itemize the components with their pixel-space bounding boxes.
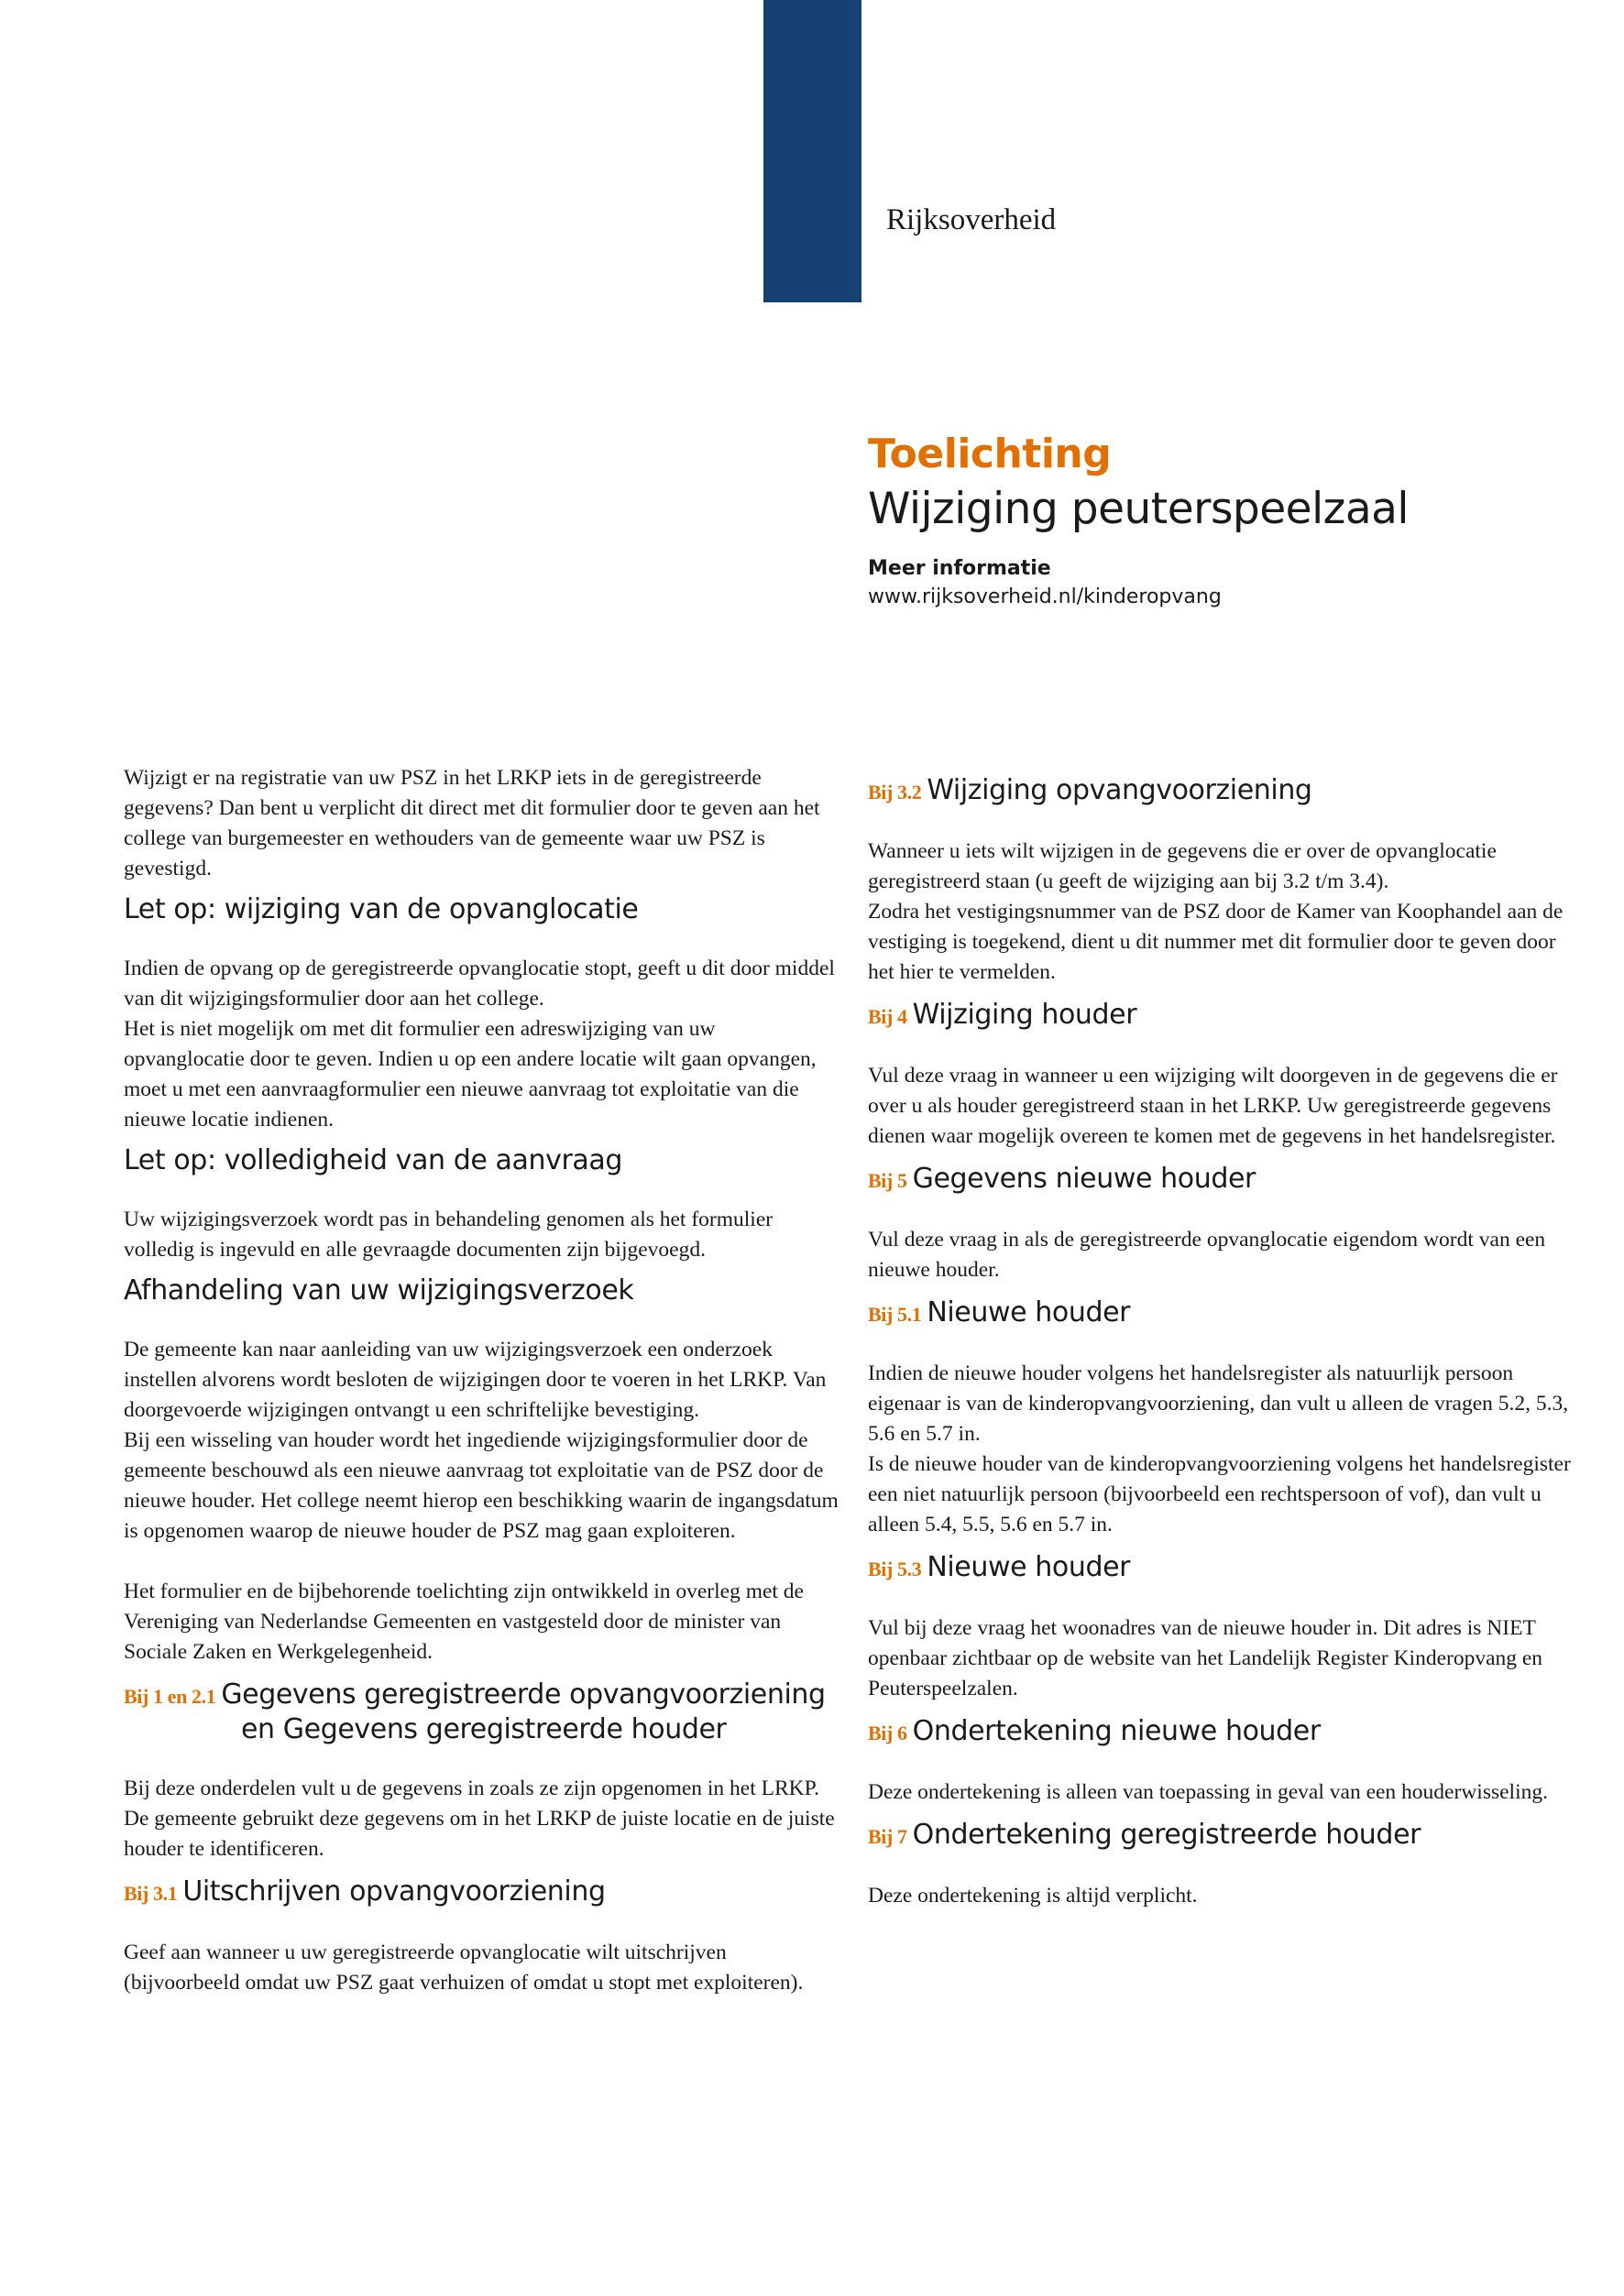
bij-4-title: Wijziging houder bbox=[912, 999, 1137, 1031]
heading-bij-6 bbox=[868, 1715, 1583, 1750]
bij-prefix: Bij 5.3 bbox=[868, 1558, 922, 1580]
bij-5-1-text-1: Indien de nieuwe houder volgens het handelsregister als natuurlijk persoon eigenaar is van de kinderopvangvoorziening, dan vult u alleen de vragen 5.2, 5.3, 5.6 en 5.7 in. bbox=[868, 1361, 1569, 1446]
left-column bbox=[124, 763, 839, 1998]
bij-prefix: Bij 3.1 bbox=[124, 1882, 178, 1905]
page-subtitle: Wijziging peuterspeelzaal bbox=[868, 484, 1409, 534]
bij-5-3-title: Nieuwe houder bbox=[927, 1551, 1131, 1583]
bij-7-text: Deze ondertekening is altijd verplicht. bbox=[868, 1884, 1198, 1908]
bij-prefix: Bij 6 bbox=[868, 1722, 907, 1744]
logo-bar bbox=[763, 0, 861, 302]
letop-locatie-text-1: Indien de opvang op de geregistreerde opvanglocatie stopt, geeft u dit door middel van dit wijzigingsformulier door aan het college. bbox=[124, 957, 835, 1011]
bij-5-1-text-2: Is de nieuwe houder van de kinderopvangvoorziening volgens het handelsregister een niet natuurlijk persoon (bijvoorbeeld een rechtspersoon of vof), dan vult u alleen 5.4, 5.5, 5.6 en 5.7 in. bbox=[868, 1452, 1571, 1536]
bij-3-1-text: Geef aan wanneer u uw geregistreerde opvanglocatie wilt uitschrijven (bijvoorbeeld omdat uw PSZ gaat verhuizen of omdat u stopt met exploiteren). bbox=[124, 1941, 804, 1995]
letop-locatie-text-2: Het is niet mogelijk om met dit formulier een adreswijziging van uw opvanglocatie door te geven. Indien u op een andere locatie wilt gaan opvangen, moet u met een aanvraagformulier een nieuwe aanvraag tot exploitatie van die nieuwe locatie indienen. bbox=[124, 1017, 817, 1132]
brand-name: Rijksoverheid bbox=[886, 203, 1057, 236]
heading-bij-3-2 bbox=[868, 774, 1583, 809]
bij-5-1-title: Nieuwe houder bbox=[927, 1296, 1131, 1328]
bij-3-2-text-1: Wanneer u iets wilt wijzigen in de gegevens die er over de opvanglocatie geregistreerd staan (u geeft de wijziging aan bij 3.2 t/m 3.4). bbox=[868, 839, 1497, 893]
bij-prefix: Bij 3.2 bbox=[868, 781, 922, 804]
bij-3-2-text-2: Zodra het vestigingsnummer van de PSZ door de Kamer van Koophandel aan de vestiging is toegekend, dient u dit nummer met dit formulier door te geven door het hier te vermelden. bbox=[868, 900, 1564, 984]
meer-info-label: Meer informatie bbox=[868, 557, 1051, 580]
bij-5-title: Gegevens nieuwe houder bbox=[912, 1163, 1256, 1195]
letop-volledig-text: Uw wijzigingsverzoek wordt pas in behandeling genomen als het formulier volledig is ingevuld en alle gevraagde documenten zijn bijgevoegd. bbox=[124, 1208, 774, 1262]
right-column bbox=[868, 763, 1583, 1911]
bij-prefix: Bij 4 bbox=[868, 1005, 907, 1028]
bij-5-3-text: Vul bij deze vraag het woonadres van de nieuwe houder in. Dit adres is NIET openbaar zichtbaar op de website van het Landelijk Register Kinderopvang en Peuterspeelzalen. bbox=[868, 1616, 1543, 1700]
heading-letop-volledig: Let op: volledigheid van de aanvraag bbox=[124, 1144, 623, 1176]
heading-bij-5-3 bbox=[868, 1551, 1583, 1586]
bij-prefix: Bij 7 bbox=[868, 1825, 907, 1848]
bij-6-title: Ondertekening nieuwe houder bbox=[912, 1715, 1321, 1747]
afhandeling-text-1: De gemeente kan naar aanleiding van uw wijzigingsverzoek een onderzoek instellen alvorens wordt besloten de wijzigingen door te voeren in het LRKP. Van doorgevoerde wijzigingen ontvangt u een schriftelijke bevestiging. bbox=[124, 1338, 827, 1422]
heading-bij-7 bbox=[868, 1819, 1583, 1853]
bij-1-text: Bij deze onderdelen vult u de gegevens in zoals ze zijn opgenomen in het LRKP. De gemeente gebruikt deze gegevens om in het LRKP de juiste locatie en de juiste houder te identificeren. bbox=[124, 1777, 835, 1861]
coat-of-arms-icon bbox=[1538, 197, 1616, 275]
meer-info-link[interactable]: www.rijksoverheid.nl/kinderopvang bbox=[868, 585, 1222, 608]
bij-7-title: Ondertekening geregistreerde houder bbox=[912, 1819, 1421, 1851]
bij-5-text: Vul deze vraag in als de geregistreerde opvanglocatie eigendom wordt van een nieuwe houder. bbox=[868, 1228, 1546, 1282]
bij-1-title-line2: en Gegevens geregistreerde houder bbox=[241, 1713, 727, 1745]
heading-bij-5-1 bbox=[868, 1296, 1583, 1331]
bij-3-2-title: Wijziging opvangvoorziening bbox=[927, 774, 1312, 806]
bij-prefix: Bij 5 bbox=[868, 1169, 907, 1192]
heading-bij-4 bbox=[868, 999, 1583, 1033]
bij-prefix: Bij 5.1 bbox=[868, 1303, 922, 1326]
afhandeling-text-2: Bij een wisseling van houder wordt het ingediende wijzigingsformulier door de gemeente beschouwd als een nieuwe aanvraag tot exploitatie van de PSZ door de nieuwe houder. Het college neemt hierop een beschikking waarin de ingangsdatum is opgenomen waarop de nieuwe houder de PSZ mag gaan exploiteren. bbox=[124, 1428, 839, 1543]
bij-prefix: Bij 1 en 2.1 bbox=[124, 1685, 216, 1708]
page-title: Toelichting bbox=[868, 431, 1112, 477]
bij-6-text: Deze ondertekening is alleen van toepassing in geval van een houderwisseling. bbox=[868, 1780, 1548, 1804]
bij-3-1-title: Uitschrijven opvangvoorziening bbox=[182, 1875, 606, 1908]
heading-bij-1 bbox=[124, 1678, 839, 1746]
heading-bij-3-1 bbox=[124, 1875, 839, 1910]
heading-bij-5 bbox=[868, 1163, 1583, 1197]
afhandeling-text-3: Het formulier en de bijbehorende toelichting zijn ontwikkeld in overleg met de Vereniging van Nederlandse Gemeenten en vastgesteld door de minister van Sociale Zaken en Werkgelegenheid. bbox=[124, 1580, 804, 1664]
intro-text: Wijzigt er na registratie van uw PSZ in het LRKP iets in de geregistreerde gegevens? Dan bent u verplicht dit direct met dit formulier door te geven aan het college van burgemeester en wethouders van de gemeente waar uw PSZ is gevestigd. bbox=[124, 766, 820, 880]
heading-letop-locatie: Let op: wijziging van de opvanglocatie bbox=[124, 893, 639, 925]
bij-4-text: Vul deze vraag in wanneer u een wijziging wilt doorgeven in de gegevens die er over u als houder geregistreerd staan in het LRKP. Uw geregistreerde gegevens dienen waar mogelijk overeen te komen met de gegevens in het handelsregister. bbox=[868, 1064, 1558, 1148]
heading-afhandeling: Afhandeling van uw wijzigingsverzoek bbox=[124, 1274, 634, 1307]
bij-1-title-line1: Gegevens geregistreerde opvangvoorziening bbox=[221, 1678, 826, 1711]
